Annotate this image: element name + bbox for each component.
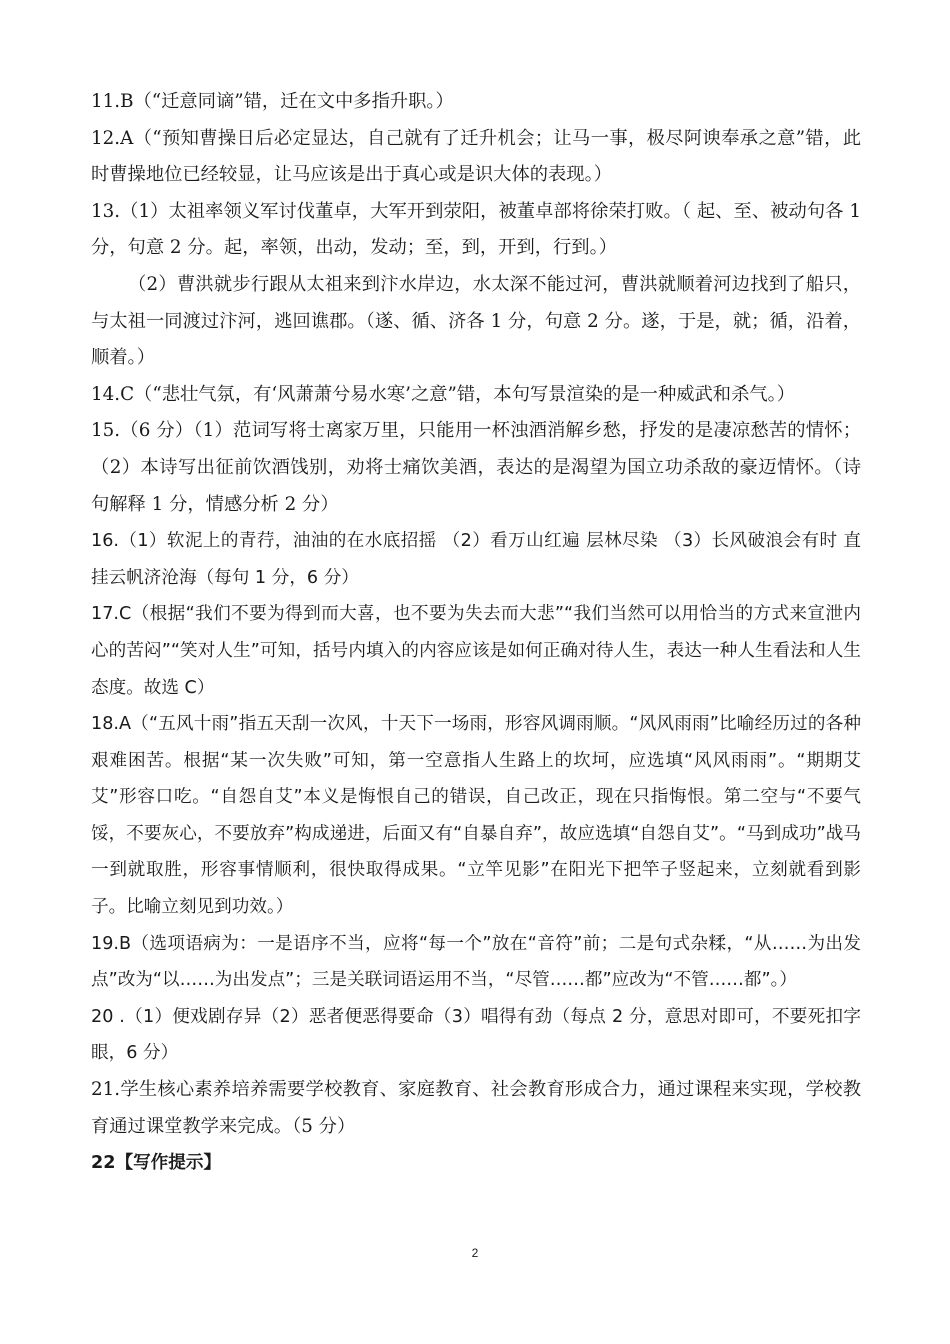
answer-14: 14.C（“悲壮气氛，有‘风萧萧兮易水寒’之意”错，本句写景渲染的是一种威武和杀气。） [91,383,796,405]
answer-17: 17.C（根据“我们不要为得到而大喜，也不要为失去而大悲”“我们当然可以用恰当的方式来宣泄内心的苦闷”“笑对人生”可知，括号内填入的内容应该是如何正确对待人生，表达一种人生看法和人生态度。故选 C） [91,604,861,698]
answer-20: 20 .（1）便戏剧存异（2）恶者便恶得要命（3）唱得有劲（每点 2 分，意思对即可，不要死扣字眼，6 分） [91,1006,861,1064]
answer-12: 12.A（“预知曹操日后必定显达，自己就有了迁升机会；让马一事，极尽阿谀奉承之意”错，此时曹操地位已经较显，让马应该是出于真心或是识大体的表现。） [91,127,861,186]
answer-11: 11.B（“迁意同谪”错，迁在文中多指升职。） [91,91,454,112]
answer-key-body [91,84,861,1182]
answer-13-part-2: （2）曹洪就步行跟从太祖来到汴水岸边，水太深不能过河，曹洪就顺着河边找到了船只，与太祖一同渡过汴河，逃回谯郡。（遂、循、济各 1 分，句意 2 分。遂，于是，就；循，沿着，顺着。） [91,273,861,369]
answer-16: 16.（1）软泥上的青荇，油油的在水底招摇 （2）看万山红遍 层林尽染 （3）长风破浪会有时 直挂云帆济沧海（每句 1 分，6 分） [91,531,861,588]
answer-22-heading: 22【写作提示】 [91,1153,222,1174]
page-number: 2 [471,1246,479,1260]
answer-15: 15.（6 分）（1）范词写将士离家万里，只能用一杯浊酒消解乡愁，抒发的是凄凉愁苦的情怀；（2）本诗写出征前饮酒饯别，劝将士痛饮美酒，表达的是渴望为国立功杀敌的豪迈情怀。（诗句解释 1 分，情感分析 2 分） [91,420,861,515]
answer-13-part-1: 13.（1）太祖率领义军讨伐董卓，大军开到荥阳，被董卓部将徐荣打败。（ 起、至、被动句各 1 分，句意 2 分。起，率领，出动，发动；至，到，开到，行到。） [91,200,861,259]
answer-21: 21.学生核心素养培养需要学校教育、家庭教育、社会教育形成合力，通过课程来实现，学校教育通过课堂教学来完成。（5 分） [91,1079,861,1137]
answer-18: 18.A（“五风十雨”指五天刮一次风，十天下一场雨，形容风调雨顺。“风风雨雨”比喻经历过的各种艰难困苦。根据“某一次失败”可知，第一空意指人生路上的坎坷，应选填“风风雨雨”。“期期艾艾”形容口吃。“自怨自艾”本义是悔恨自己的错误，自己改正，现在只指悔恨。第二空与“不要气馁，不要灰心，不要放弃”构成递进，后面又有“自暴自弃”，故应选填“自怨自艾”。“马到成功”战马一到就取胜，形容事情顺利，很快取得成果。“立竿见影”在阳光下把竿子竖起来，立刻就看到影子。比喻立刻见到功效。） [91,714,861,918]
answer-19: 19.B（选项语病为：一是语序不当，应将“每一个”放在“音符”前；二是句式杂糅，“从……为出发点”改为“以……为出发点”；三是关联词语运用不当，“尽管……都”应改为“不管……都”。） [91,933,861,991]
